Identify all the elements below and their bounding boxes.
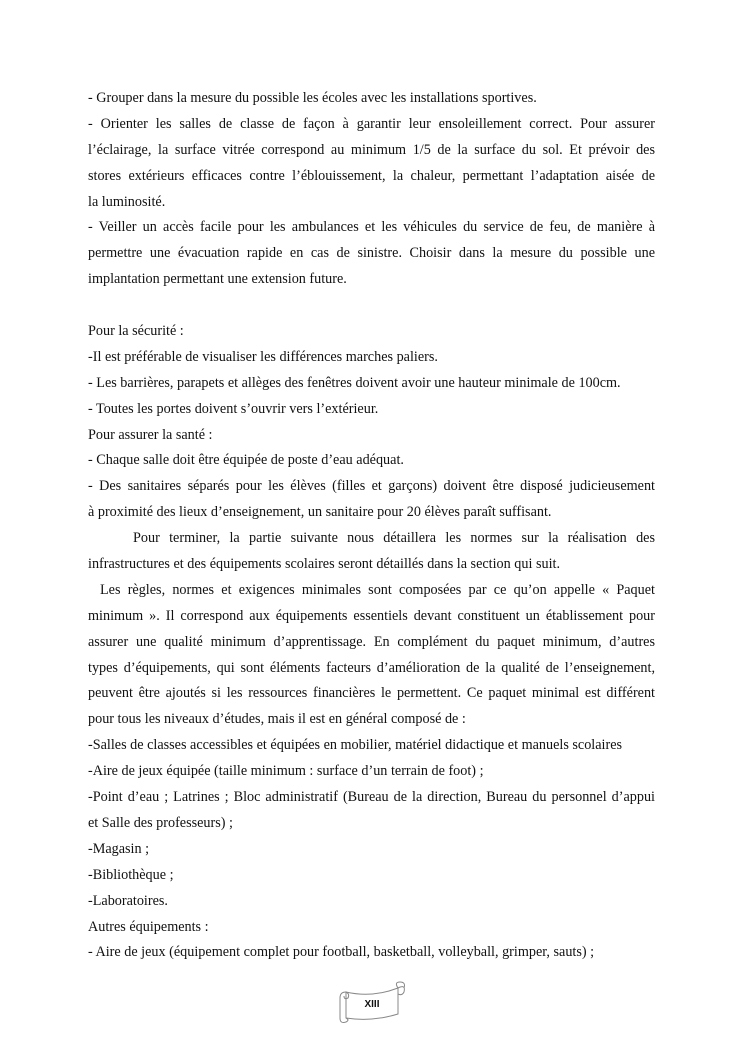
text-line: permettre une évacuation rapide en cas de sinistre. Choisir dans la mesure du possible une <box>88 245 655 262</box>
text-line: -Aire de jeux équipée (taille minimum : surface d’un terrain de foot) ; <box>88 763 484 780</box>
text-line: l’éclairage, la surface vitrée correspond au minimum 1/5 de la surface du sol. Et prévoir des <box>88 141 655 158</box>
text-line: - Des sanitaires séparés pour les élèves (filles et garçons) doivent être disposé judicieusement <box>88 478 655 495</box>
text-line: Pour terminer, la partie suivante nous détaillera les normes sur la réalisation des <box>133 530 655 547</box>
text-line: -Laboratoires. <box>88 892 168 909</box>
document-body <box>88 86 655 966</box>
text-line: -Il est préférable de visualiser les différences marches paliers. <box>88 348 438 365</box>
page-number-scroll <box>336 980 408 1026</box>
text-line: implantation permettant une extension future. <box>88 271 347 288</box>
text-line: assurer une qualité minimum d’apprentissage. En complément du paquet minimum, d’autres <box>88 633 655 650</box>
blank-line <box>88 293 655 319</box>
text-line: minimum ». Il correspond aux équipements essentiels devant constituent un établissement pour <box>88 607 655 624</box>
text-line: - Aire de jeux (équipement complet pour football, basketball, volleyball, grimper, sauts) ; <box>88 944 595 961</box>
text-line: Les règles, normes et exigences minimales sont composées par ce qu’on appelle « Paquet <box>100 581 655 598</box>
text-line: -Salles de classes accessibles et équipées en mobilier, matériel didactique et manuels scolaires <box>88 737 623 754</box>
section-heading: Pour assurer la santé : <box>88 426 213 443</box>
section-heading: Autres équipements : <box>88 918 209 935</box>
text-line: infrastructures et des équipements scolaires seront détaillés dans la section qui suit. <box>88 556 560 573</box>
text-line: -Bibliothèque ; <box>88 866 174 883</box>
text-line: - Orienter les salles de classe de façon à garantir leur ensoleillement correct. Pour assurer <box>88 115 655 132</box>
text-line: types d’équipements, qui sont éléments facteurs d’amélioration de la qualité de l’enseignement, <box>88 659 655 676</box>
section-heading: Pour la sécurité : <box>88 323 184 340</box>
text-line: -Magasin ; <box>88 840 150 857</box>
text-line: - Toutes les portes doivent s’ouvrir vers l’extérieur. <box>88 400 379 417</box>
text-line: stores extérieurs efficaces contre l’éblouissement, la chaleur, permettant l’adaptation aisée de <box>88 167 655 184</box>
text-line: à proximité des lieux d’enseignement, un sanitaire pour 20 élèves paraît suffisant. <box>88 504 552 521</box>
text-line: - Les barrières, parapets et allèges des fenêtres doivent avoir une hauteur minimale de 100cm. <box>88 374 621 391</box>
text-line: - Grouper dans la mesure du possible les écoles avec les installations sportives. <box>88 90 537 106</box>
page-number: XIII <box>364 999 380 1010</box>
text-line: la luminosité. <box>88 193 166 210</box>
text-line: et Salle des professeurs) ; <box>88 814 233 831</box>
text-line: peuvent être ajoutés si les ressources financières le permettent. Ce paquet minimal est différent <box>88 685 655 702</box>
text-line: pour tous les niveaux d’études, mais il est en général composé de : <box>88 711 466 728</box>
text-line: -Point d’eau ; Latrines ; Bloc administratif (Bureau de la direction, Bureau du personnel d’appui <box>88 789 655 806</box>
text-line: - Veiller un accès facile pour les ambulances et les véhicules du service de feu, de manière à <box>88 219 655 236</box>
text-line: - Chaque salle doit être équipée de poste d’eau adéquat. <box>88 452 404 469</box>
